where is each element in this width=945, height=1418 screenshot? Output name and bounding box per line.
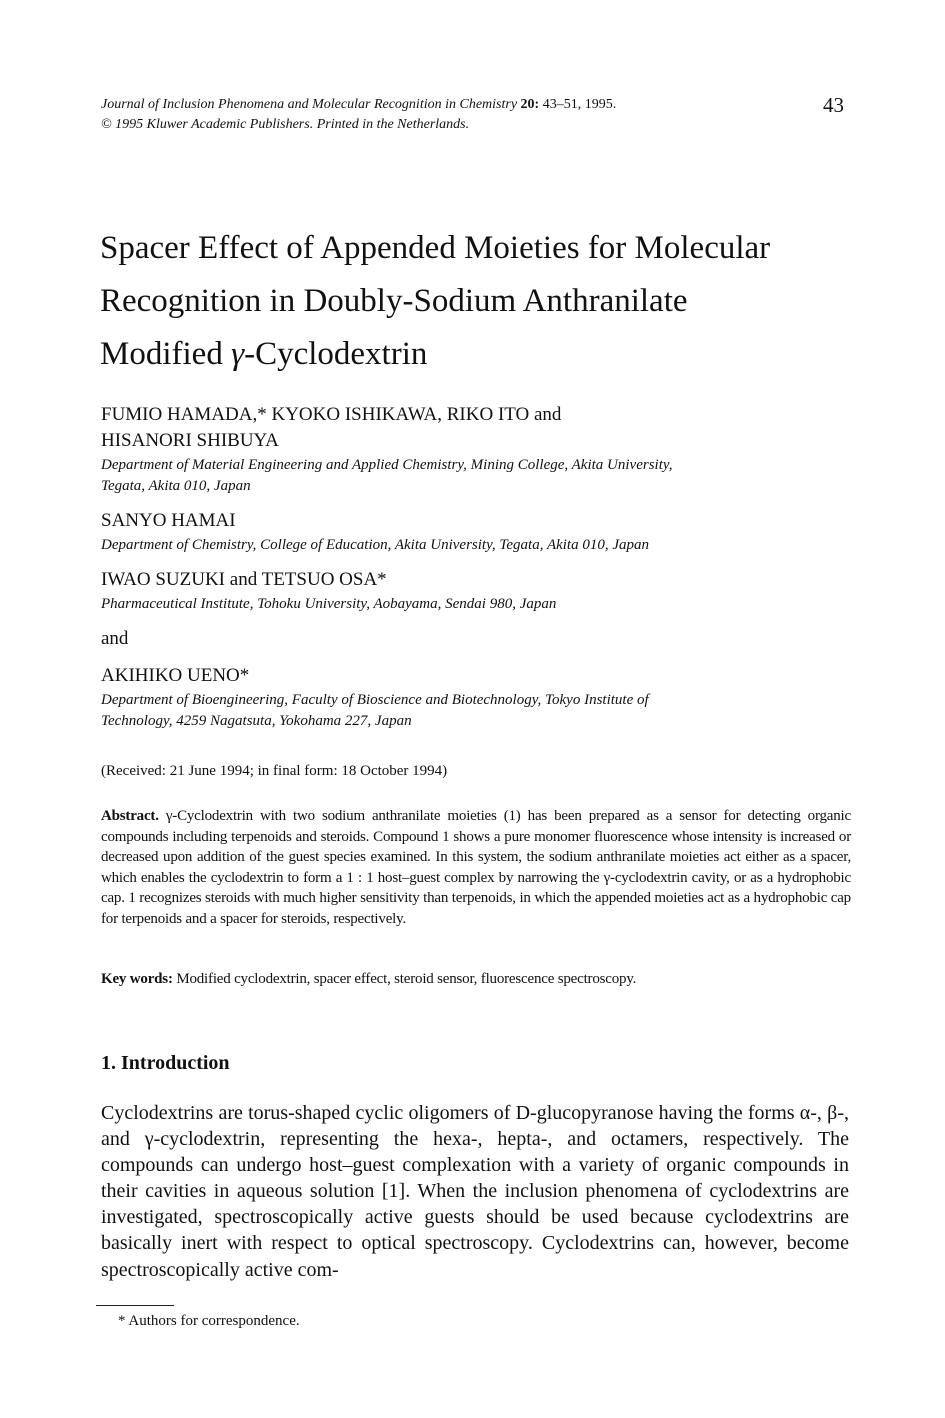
author-names-3: IWAO SUZUKI and TETSUO OSA* <box>101 569 387 590</box>
section-heading: 1. Introduction <box>101 1052 230 1074</box>
abstract-label: Abstract. <box>101 808 159 824</box>
copyright-line: © 1995 Kluwer Academic Publishers. Printed in the Netherlands. <box>101 117 470 132</box>
journal-citation <box>101 95 801 135</box>
journal-pages-year: 43–51, 1995. <box>542 97 617 112</box>
title-line-1: Spacer Effect of Appended Moieties for Molecular <box>100 230 771 266</box>
author-names-4: AKIHIKO UENO* <box>101 665 250 686</box>
title-line-2: Recognition in Doubly-Sodium Anthranilate <box>100 283 688 319</box>
journal-name: Journal of Inclusion Phenomena and Molecular Recognition in Chemistry <box>101 97 518 112</box>
title-line-3-pre: Modified <box>100 336 232 372</box>
abstract <box>101 806 851 930</box>
affiliation-4-line-2: Technology, 4259 Nagatsuta, Yokohama 227, Japan <box>101 713 412 729</box>
page-number: 43 <box>823 93 844 117</box>
paper-title <box>100 222 860 381</box>
affiliation-2: Department of Chemistry, College of Education, Akita University, Tegata, Akita 010, Japan <box>101 537 650 553</box>
introduction-body: Cyclodextrins are torus-shaped cyclic oligomers of D-glucopyranose having the forms α-, β-, and γ-cyclodextrin, representing the hexa-, hepta-, and octamers, respectively. The compounds can undergo host–guest complexation with a variety of organic compounds in their cavities in aqueous solution [1]. When the inclusion phenomena of cyclodextrins are investigated, spectroscopically active guests should be used because cyclodextrins are basically inert with respect to optical spectroscopy. Cyclodextrins can, however, become spectroscopically active com- <box>101 1102 849 1281</box>
affiliation-1-line-1: Department of Material Engineering and Applied Chemistry, Mining College, Akita University, <box>101 457 673 473</box>
author-names-1b: HISANORI SHIBUYA <box>101 430 279 451</box>
journal-volume: 20: <box>520 97 540 112</box>
author-connector-and: and <box>101 628 129 649</box>
title-greek-gamma: γ <box>231 336 245 372</box>
title-line-3 <box>100 328 860 381</box>
footnote: * Authors for correspondence. <box>118 1313 300 1329</box>
keywords <box>101 971 851 988</box>
affiliation-4 <box>101 690 841 732</box>
affiliation-3: Pharmaceutical Institute, Tohoku University, Aobayama, Sendai 980, Japan <box>101 596 557 612</box>
author-names-2: SANYO HAMAI <box>101 510 236 531</box>
abstract-text: γ-Cyclodextrin with two sodium anthranilate moieties (1) has been prepared as a sensor for detecting organic compounds including terpenoids and steroids. Compound 1 shows a pure monomer fluorescence whose intensity is increased or decreased upon addition of the guest species examined. In this system, the sodium anthranilate moieties act either as a spacer, which enables the cyclodextrin to form a 1 : 1 host–guest complex by narrowing the γ-cyclodextrin cavity, or as a hydrophobic cap. 1 recognizes steroids with much higher sensitivity than terpenoids, in which the appended moieties act as a hydrophobic cap for terpenoids and a spacer for steroids, respectively. <box>101 808 851 927</box>
title-line-3-post: -Cyclodextrin <box>244 336 428 372</box>
affiliation-1 <box>101 455 841 497</box>
footnote-rule <box>96 1305 174 1306</box>
keywords-label: Key words: <box>101 971 173 987</box>
affiliation-4-line-1: Department of Bioengineering, Faculty of Bioscience and Biotechnology, Tokyo Institute of <box>101 692 649 708</box>
affiliation-1-line-2: Tegata, Akita 010, Japan <box>101 478 251 494</box>
received-dates: (Received: 21 June 1994; in final form: 18 October 1994) <box>101 763 448 779</box>
keywords-text: Modified cyclodextrin, spacer effect, steroid sensor, fluorescence spectroscopy. <box>176 971 637 987</box>
author-names-1: FUMIO HAMADA,* KYOKO ISHIKAWA, RIKO ITO and <box>101 404 562 425</box>
